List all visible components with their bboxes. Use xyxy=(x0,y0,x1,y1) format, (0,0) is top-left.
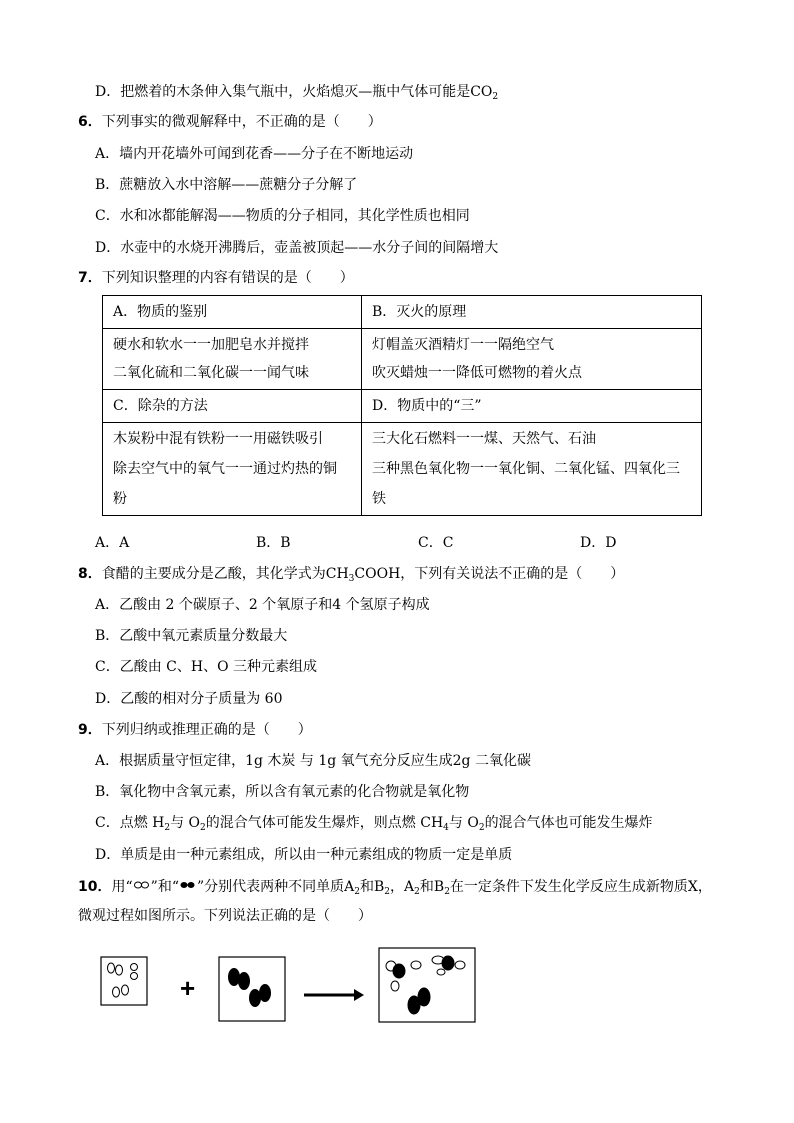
reactant-box-a2 xyxy=(101,957,147,1005)
table-cell-c-body: 木炭粉中混有铁粉一一用磁铁吸引 除去空气中的氧气一一通过灼热的铜 粉 xyxy=(103,423,362,516)
reaction-diagram xyxy=(98,945,488,1034)
q9-number: 9． xyxy=(78,722,102,738)
q10-number: 10． xyxy=(78,879,112,895)
black-molecule-icon xyxy=(179,877,197,897)
reaction-diagram-svg xyxy=(98,945,488,1030)
q9-option-b: B．氧化物中含氧元素，所以含有氧元素的化合物就是氧化物 xyxy=(95,784,470,800)
q7-answer-b: B．B xyxy=(256,535,291,551)
q7-answer-c: C．C xyxy=(418,535,454,551)
q7-knowledge-table xyxy=(102,295,702,516)
q6-option-c: C．水和冰都能解渴——物质的分子相同，其化学性质也相同 xyxy=(95,208,470,224)
table-cell-c-head: C．除杂的方法 xyxy=(103,390,362,423)
q7-number: 7． xyxy=(78,270,102,286)
white-molecule-icon xyxy=(133,877,151,897)
table-cell-d-head: D．物质中的“三” xyxy=(362,390,702,423)
reactant-box-b2 xyxy=(219,957,285,1021)
table-cell-b-head: B．灭火的原理 xyxy=(362,296,702,329)
q9-option-a: A．根据质量守恒定律，1g 木炭 与 1g 氧气充分反应生成2g 二氧化碳 xyxy=(95,753,531,769)
q6-stem: 6．下列事实的微观解释中，不正确的是（ ） xyxy=(78,114,382,130)
reaction-arrow xyxy=(304,989,364,1001)
q8-option-d: D．乙酸的相对分子质量为 60 xyxy=(95,691,283,707)
q7-answer-a: A．A xyxy=(95,535,130,551)
q9-option-d: D．单质是由一种元素组成，所以由一种元素组成的物质一定是单质 xyxy=(95,847,513,863)
q7-answer-d: D．D xyxy=(580,535,617,551)
q5-option-d: D．把燃着的木条伸入集气瓶中，火焰熄灭—瓶中气体可能是$CO_2$ xyxy=(95,84,499,102)
q7-stem: 7．下列知识整理的内容有错误的是（ ） xyxy=(78,270,354,286)
q9-stem: 9．下列归纳或推理正确的是（ ） xyxy=(78,722,312,738)
q10-stem-line2: 微观过程如图所示。下列说法正确的是（ ） xyxy=(78,908,372,924)
q8-option-a: A．乙酸由 2 个碳原子、2 个氧原子和4 个氢原子构成 xyxy=(95,597,430,613)
q6-number: 6． xyxy=(78,114,102,130)
plus-sign: + xyxy=(180,973,196,1003)
q6-option-a: A．墙内开花墙外可闻到花香——分子在不断地运动 xyxy=(95,146,414,162)
q8-option-b: B．乙酸中氧元素质量分数最大 xyxy=(95,628,288,644)
q6-option-d: D．水壶中的水烧开沸腾后，壶盖被顶起——水分子间的间隔增大 xyxy=(95,240,499,256)
q8-number: 8． xyxy=(78,566,102,582)
table-cell-a-head: A．物质的鉴别 xyxy=(103,296,362,329)
table-cell-b-body: 灯帽盖灭酒精灯一一隔绝空气 吹灭蜡烛一一降低可燃物的着火点 xyxy=(362,329,702,390)
q9-option-c: C．点燃 $H_2$与 $O_2$的混合气体可能发生爆炸，则点燃 $CH_4$与 $O_2$的混合气体也可能发生爆炸 xyxy=(95,815,653,833)
q6-option-b: B．蔗糖放入水中溶解——蔗糖分子分解了 xyxy=(95,177,358,193)
table-cell-a-body: 硬水和软水一一加肥皂水并搅拌 二氧化硫和二氧化碳一一闻气味 xyxy=(103,329,362,390)
table-cell-d-body: 三大化石燃料一一煤、天然气、石油 三种黑色氧化物一一氧化铜、二氧化锰、四氧化三 铁 xyxy=(362,423,702,516)
q8-stem: 8．食醋的主要成分是乙酸，其化学式为$CH_3COOH$，下列有关说法不正确的是（ ） xyxy=(78,566,625,584)
q10-stem: 10．用“ ”和“ ”分别代表两种不同单质$A_2$和$B_2$，$A_2$和$B_2$在一定条件下发生化学反应生成新物质X， xyxy=(78,879,712,897)
q8-option-c: C．乙酸由 C、H、O 三种元素组成 xyxy=(95,659,318,675)
